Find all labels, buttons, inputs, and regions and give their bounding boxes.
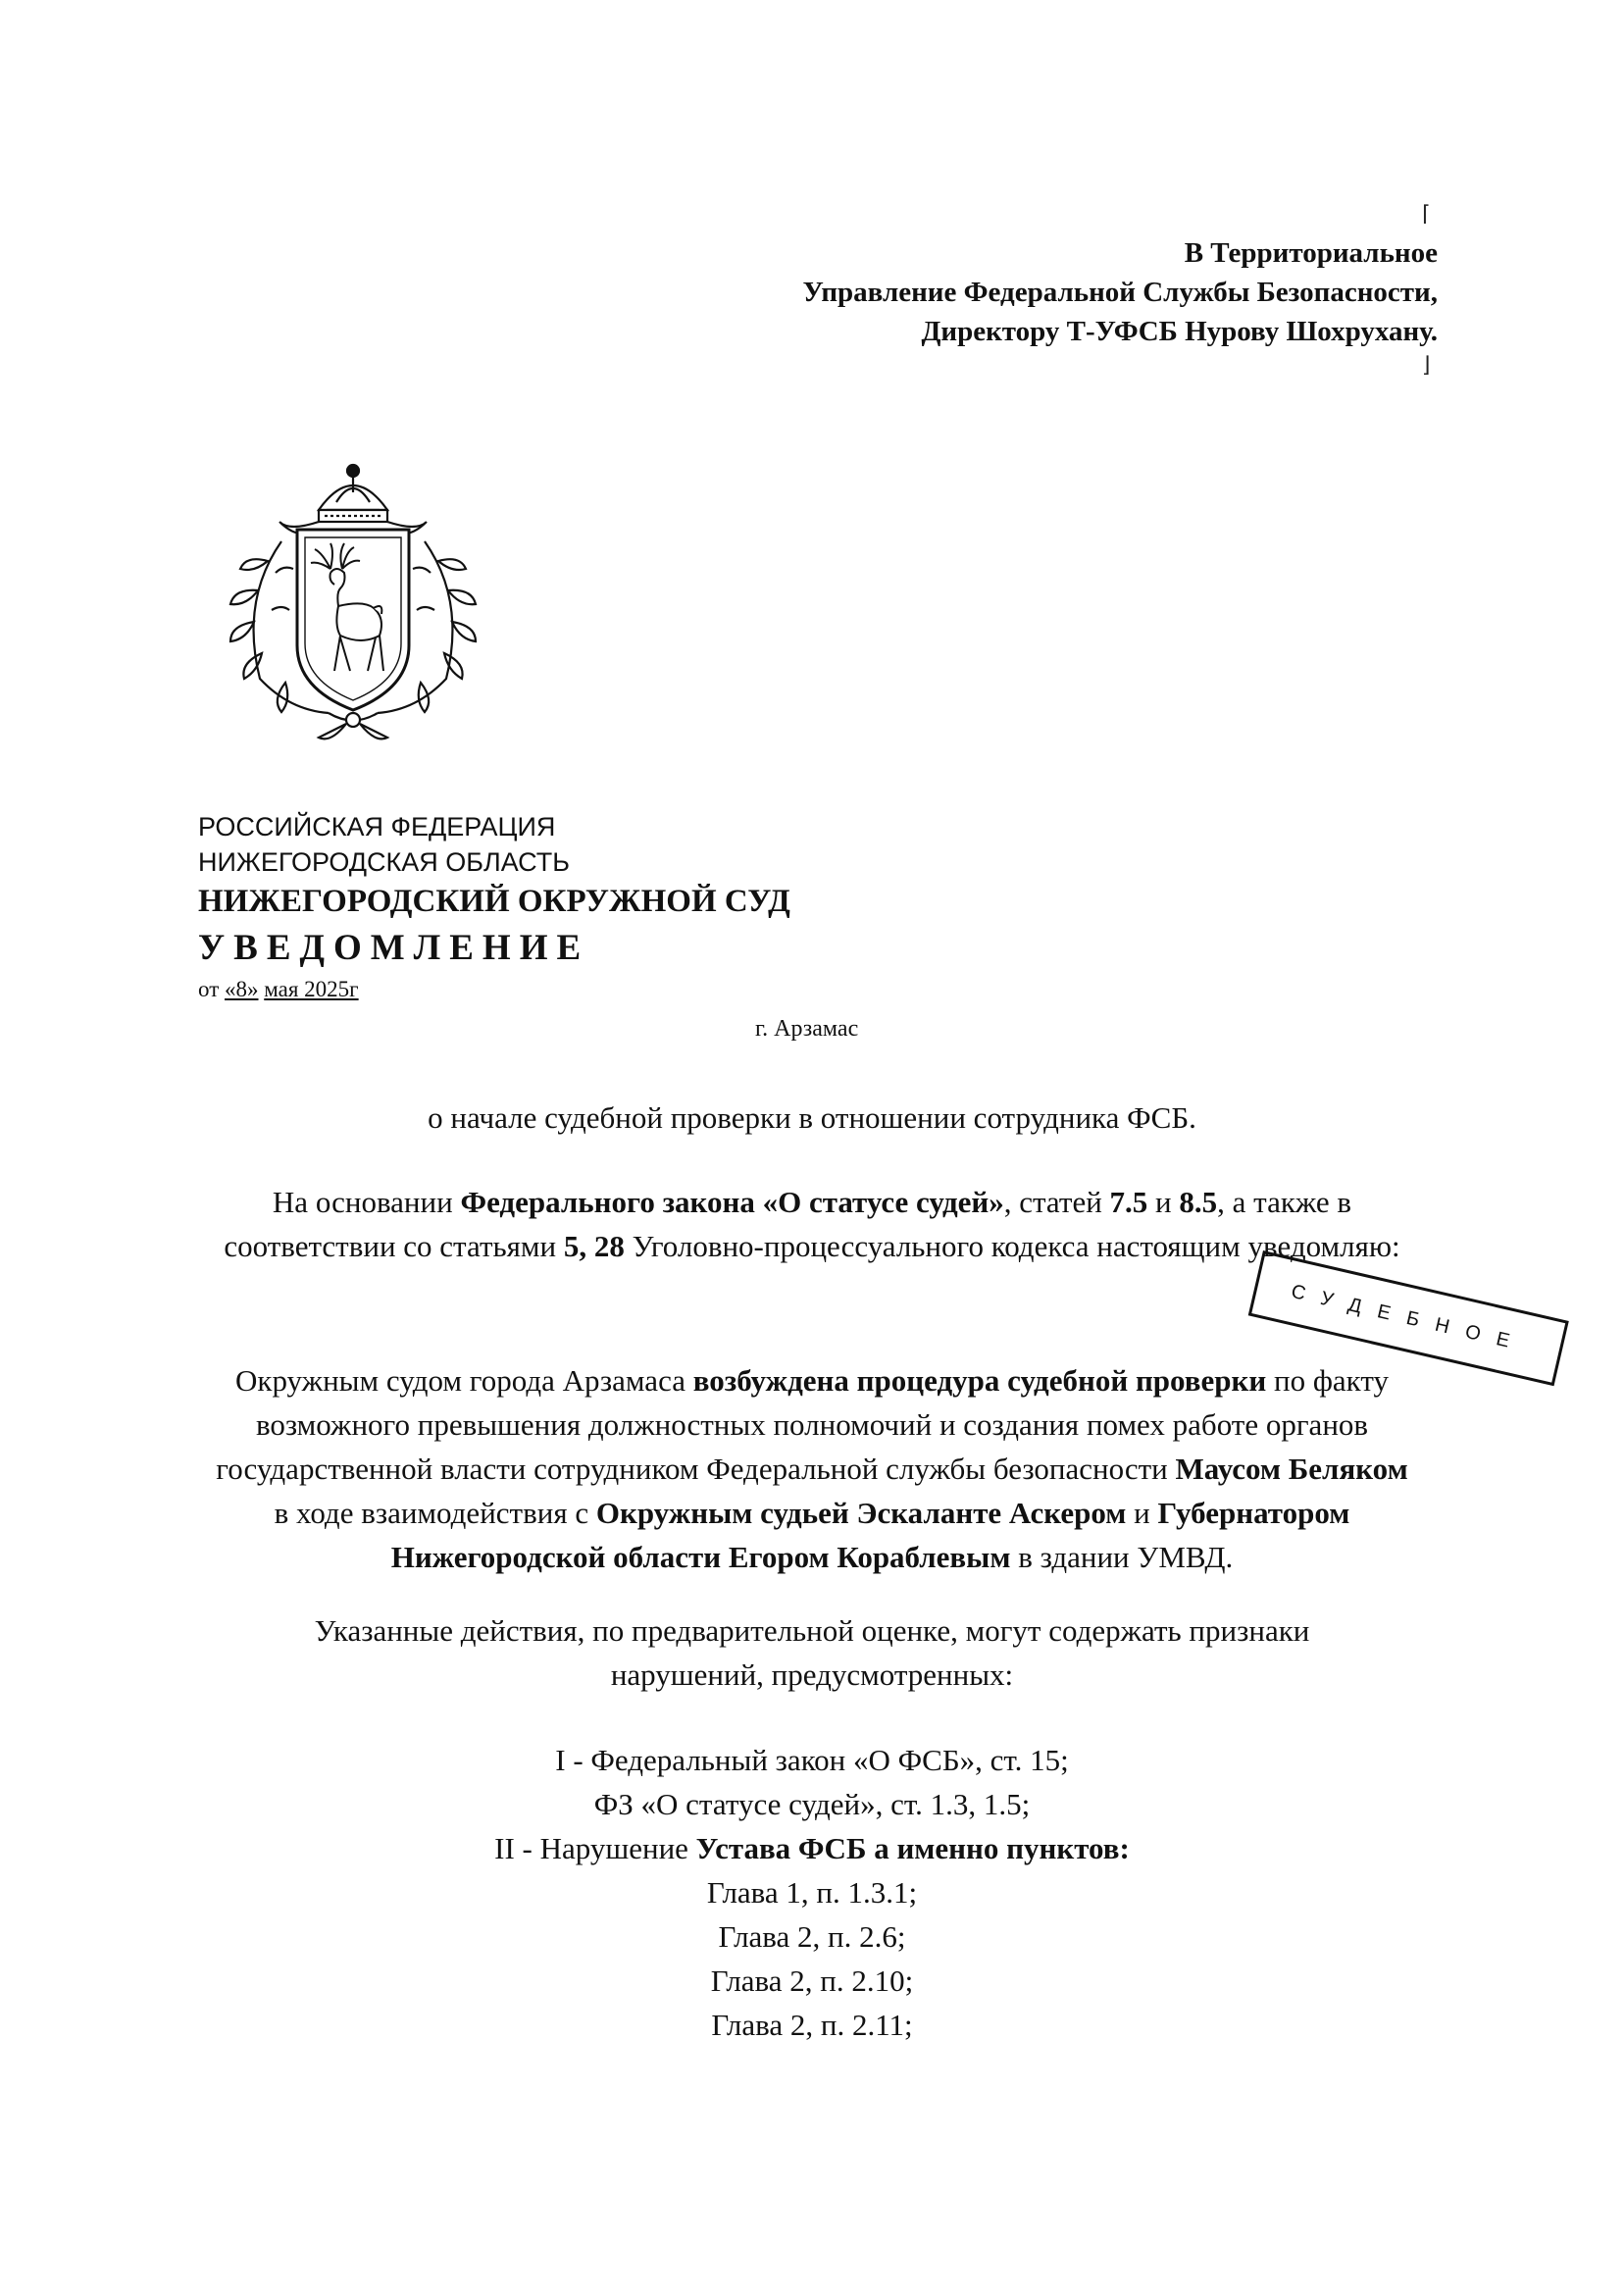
addressee-line-3: Директору Т-УФСБ Нурову Шохрухану. <box>921 316 1438 347</box>
violations-list <box>177 1738 1447 2047</box>
addressee-line-2: Управление Федеральной Службы Безопасности, <box>802 277 1438 308</box>
addressee-bracket-top: ⌈ <box>1422 202 1431 227</box>
addressee-block <box>802 233 1438 351</box>
document-date <box>198 974 790 1005</box>
assessment-paragraph: Указанные действия, по предварительной оценке, могут содержать признаки нарушений, предусмотренных: <box>314 1613 1310 1692</box>
main-person-governor: Губернатором Нижегородской области Егором Кораблевым <box>390 1496 1350 1574</box>
region-name: НИЖЕГОРОДСКАЯ ОБЛАСТЬ <box>198 847 570 877</box>
document-type-title: УВЕДОМЛЕНИЕ <box>198 928 590 968</box>
notice-subject: о начале судебной проверки в отношении сотрудника ФСБ. <box>428 1100 1196 1135</box>
document-header <box>198 809 790 1005</box>
date-month-year: мая 2025г <box>264 977 359 1001</box>
basis-text-2: , статей <box>1003 1185 1110 1219</box>
violation-item-2 <box>177 1826 1447 1870</box>
main-procedure: возбуждена процедура судебной проверки <box>692 1363 1267 1398</box>
addressee-bracket-bottom: ⌋ <box>1422 353 1431 378</box>
city-name: г. Арзамас <box>755 1016 859 1042</box>
main-text-4: и <box>1126 1496 1158 1530</box>
main-person-fsb: Маусом Беляком <box>1175 1452 1408 1486</box>
court-name: НИЖЕГОРОДСКИЙ ОКРУЖНОЙ СУД <box>198 884 790 919</box>
violation-item-1-continued: ФЗ «О статусе судей», ст. 1.3, 1.5; <box>593 1787 1031 1821</box>
basis-paragraph <box>224 1180 1400 1268</box>
main-paragraph <box>208 1358 1416 1579</box>
court-stamp: СУДЕБНОЕ <box>1248 1250 1569 1386</box>
date-prefix: от <box>198 977 220 1001</box>
main-text-2: по факту возможного превышения должностных полномочий и создания помех работе органов государственной власти сотрудником Федеральной службы безопасности <box>216 1363 1389 1486</box>
charter-point: Глава 2, п. 2.6; <box>718 1919 906 1954</box>
country-name: РОССИЙСКАЯ ФЕДЕРАЦИЯ <box>198 812 556 841</box>
date-day: «8» <box>225 977 259 1001</box>
basis-text-1: На основании <box>272 1185 461 1219</box>
basis-law-name: Федерального закона «О статусе судей» <box>460 1185 1004 1219</box>
violation-item-2-charter: Устава ФСБ а именно пунктов: <box>695 1831 1130 1865</box>
basis-text-5: Уголовно-процессуального кодекса настоящим уведомляю: <box>624 1229 1400 1263</box>
basis-articles-code: 5, 28 <box>563 1229 625 1263</box>
violation-item-1: I - Федеральный закон «О ФСБ», ст. 15; <box>555 1743 1069 1777</box>
addressee-line-1: В Территориальное <box>1184 237 1438 269</box>
main-text-5: в здании УМВД. <box>1010 1540 1234 1574</box>
coat-of-arms-emblem <box>221 453 485 747</box>
basis-text-3: и <box>1147 1185 1180 1219</box>
basis-article-1: 7.5 <box>1109 1185 1148 1219</box>
main-text-1: Окружным судом города Арзамаса <box>235 1363 693 1398</box>
charter-point: Глава 2, п. 2.11; <box>711 2008 913 2042</box>
basis-article-2: 8.5 <box>1179 1185 1218 1219</box>
main-text-3: в ходе взаимодействия с <box>274 1496 596 1530</box>
main-person-judge: Окружным судьей Эскаланте Аскером <box>595 1496 1127 1530</box>
charter-point: Глава 1, п. 1.3.1; <box>706 1875 918 1910</box>
violation-item-2-prefix: II - Нарушение <box>494 1831 696 1865</box>
charter-point: Глава 2, п. 2.10; <box>710 1963 914 1998</box>
basis-text-4: , а также в соответствии со статьями <box>224 1185 1352 1263</box>
